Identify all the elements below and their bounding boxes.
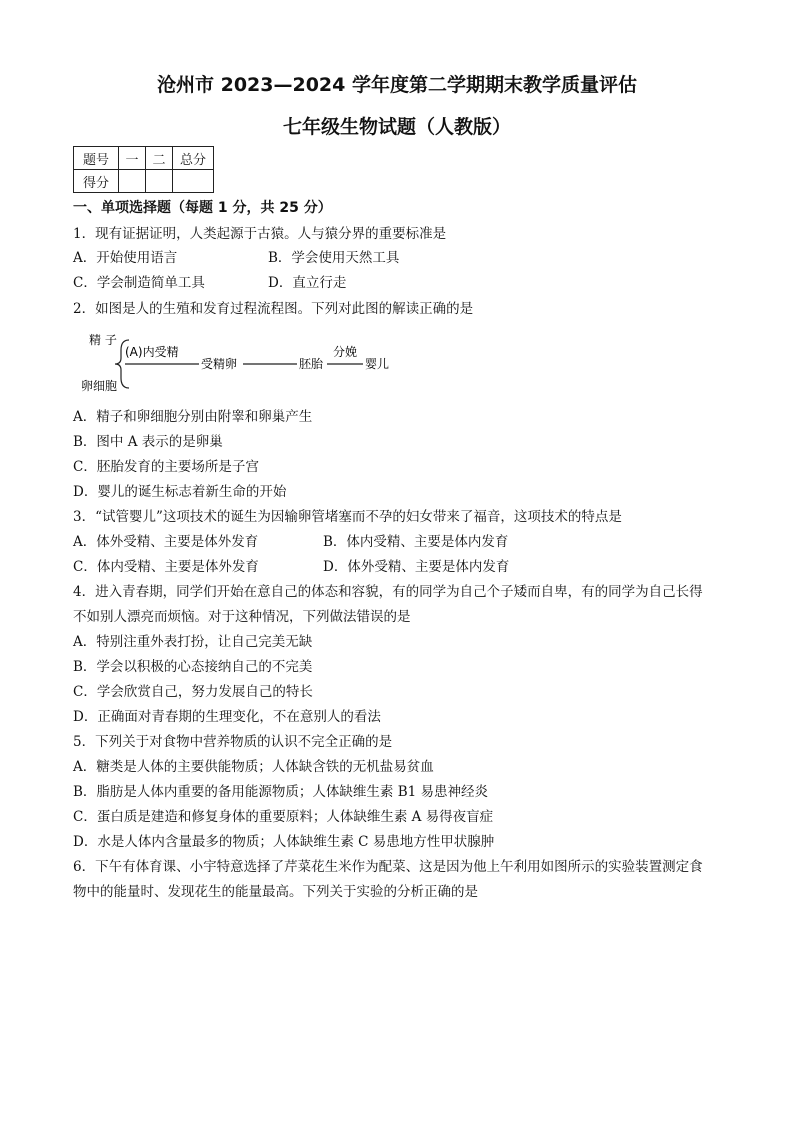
q5-option-b[interactable]: B．脂肪是人体内重要的备用能源物质；人体缺维生素 B1 易患神经炎 xyxy=(73,784,489,800)
q3-option-b[interactable]: B．体内受精、主要是体内发育 xyxy=(323,534,509,550)
q3-options-row2 xyxy=(73,558,713,576)
q1-stem: 1．现有证据证明，人类起源于古猿。人与猿分界的重要标准是 xyxy=(73,226,447,242)
cell-section-2: 二 xyxy=(146,147,173,170)
reproduction-flow-diagram xyxy=(75,330,495,396)
q4-option-d[interactable]: D．正确面对青春期的生理变化，不在意别人的看法 xyxy=(73,709,381,725)
baby-label: 婴儿 xyxy=(365,357,390,371)
q2-option-b[interactable]: B．图中 A 表示的是卵巢 xyxy=(73,434,223,450)
exam-subtitle: 七年级生物试题（人教版） xyxy=(282,116,511,138)
q5-option-c[interactable]: C．蛋白质是建造和修复身体的重要原料；人体缺维生素 A 易得夜盲症 xyxy=(73,809,494,825)
q3-option-a[interactable]: A．体外受精、主要是体外发育 xyxy=(73,534,259,550)
q2-option-d[interactable]: D．婴儿的诞生标志着新生命的开始 xyxy=(73,484,287,500)
internal-fertilization-label: (A)内受精 xyxy=(125,345,179,359)
q3-options-row1 xyxy=(73,533,713,551)
q5-option-d[interactable]: D．水是人体内含量最多的物质；人体缺维生素 C 易患地方性甲状腺肿 xyxy=(73,834,495,850)
q3-option-c[interactable]: C．体内受精、主要是体外发育 xyxy=(73,559,259,575)
q4-stem-line2: 不如别人漂亮而烦恼。对于这种情况，下列做法错误的是 xyxy=(73,609,411,625)
q6-stem-line1: 6．下午有体育课、小宇特意选择了芹菜花生米作为配菜、这是因为他上午利用如图所示的实验装置测定食 xyxy=(73,859,703,875)
zygote-label: 受精卵 xyxy=(201,357,238,371)
q4-option-a[interactable]: A．特别注重外表打扮，让自己完美无缺 xyxy=(73,634,313,650)
q2-option-c[interactable]: C．胚胎发育的主要场所是子宫 xyxy=(73,459,259,475)
q2-stem: 2．如图是人的生殖和发育过程流程图。下列对此图的解读正确的是 xyxy=(73,301,474,317)
score-table xyxy=(73,146,214,193)
birth-label: 分娩 xyxy=(333,345,358,359)
section-heading: 一、单项选择题（每题 1 分，共 25 分） xyxy=(73,200,332,216)
cell-score-1[interactable] xyxy=(119,170,146,193)
cell-label-defen: 得分 xyxy=(74,170,119,193)
q1-option-b[interactable]: B．学会使用天然工具 xyxy=(268,250,400,266)
exam-title: 沧州市 2023—2024 学年度第二学期期末教学质量评估 xyxy=(157,74,637,96)
cell-score-total[interactable] xyxy=(173,170,214,193)
score-table-header-row xyxy=(74,147,214,170)
q2-option-a[interactable]: A．精子和卵细胞分别由附睾和卵巢产生 xyxy=(73,409,313,425)
cell-section-1: 一 xyxy=(119,147,146,170)
egg-label: 卵细胞 xyxy=(81,379,118,393)
q3-option-d[interactable]: D．体外受精、主要是体内发育 xyxy=(323,559,510,575)
q1-options-row2 xyxy=(73,274,713,292)
q3-stem: 3．“试管婴儿”这项技术的诞生为因输卵管堵塞而不孕的妇女带来了福音，这项技术的特点是 xyxy=(73,509,622,525)
embryo-label: 胚胎 xyxy=(299,357,324,371)
q1-options-row1 xyxy=(73,249,713,267)
cell-label-tihao: 题号 xyxy=(74,147,119,170)
cell-total: 总分 xyxy=(173,147,214,170)
sperm-label: 精 子 xyxy=(89,333,117,347)
q4-option-b[interactable]: B．学会以积极的心态接纳自己的不完美 xyxy=(73,659,313,675)
q5-stem: 5．下列关于对食物中营养物质的认识不完全正确的是 xyxy=(73,734,393,750)
q4-option-c[interactable]: C．学会欣赏自己，努力发展自己的特长 xyxy=(73,684,313,700)
q1-option-c[interactable]: C．学会制造简单工具 xyxy=(73,275,205,291)
q6-stem-line2: 物中的能量时、发现花生的能量最高。下列关于实验的分析正确的是 xyxy=(73,884,478,900)
q4-stem-line1: 4．进入青春期，同学们开始在意自己的体态和容貌，有的同学为自己个子矮而自卑，有的同学为自己长得 xyxy=(73,584,703,600)
cell-score-2[interactable] xyxy=(146,170,173,193)
q1-option-a[interactable]: A．开始使用语言 xyxy=(73,250,178,266)
score-table-score-row xyxy=(74,170,214,193)
q5-option-a[interactable]: A．糖类是人体的主要供能物质；人体缺含铁的无机盐易贫血 xyxy=(73,759,434,775)
q1-option-d[interactable]: D．直立行走 xyxy=(268,275,347,291)
